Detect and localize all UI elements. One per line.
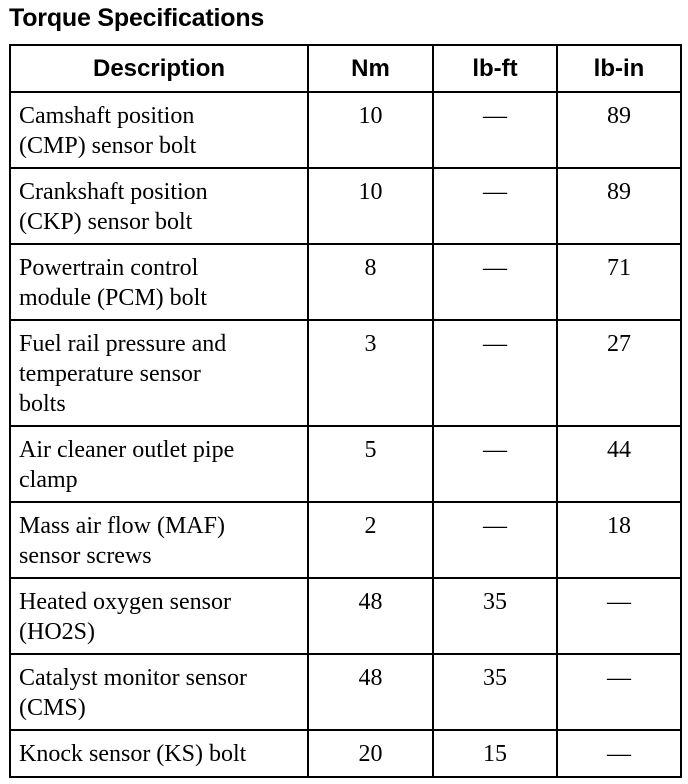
nm-cell: 48 xyxy=(308,654,433,730)
lb-in-cell: — xyxy=(557,730,681,777)
description-line: Fuel rail pressure and xyxy=(19,331,227,357)
lb-ft-cell: 15 xyxy=(433,730,557,777)
table-body xyxy=(10,92,681,777)
nm-cell: 8 xyxy=(308,244,433,320)
lb-ft-cell: — xyxy=(433,168,557,244)
header-nm: Nm xyxy=(308,45,433,92)
table-row xyxy=(10,502,681,578)
table-row xyxy=(10,320,681,426)
nm-cell: 20 xyxy=(308,730,433,777)
nm-cell: 10 xyxy=(308,168,433,244)
header-row xyxy=(10,45,681,92)
table-row xyxy=(10,168,681,244)
description-line: clamp xyxy=(19,467,78,493)
description-cell xyxy=(10,320,308,426)
description-line: Catalyst monitor sensor xyxy=(19,665,247,691)
description-line: Camshaft position xyxy=(19,103,195,129)
lb-in-cell: 89 xyxy=(557,168,681,244)
lb-ft-cell: 35 xyxy=(433,578,557,654)
table-row xyxy=(10,730,681,777)
description-line: (CMS) xyxy=(19,695,86,721)
description-line: bolts xyxy=(19,391,66,417)
description-line: Knock sensor (KS) bolt xyxy=(19,741,247,767)
description-cell xyxy=(10,244,308,320)
table-row xyxy=(10,92,681,168)
description-line: Mass air flow (MAF) xyxy=(19,513,225,539)
nm-cell: 3 xyxy=(308,320,433,426)
header-lb-in: lb-in xyxy=(557,45,681,92)
lb-ft-cell: 35 xyxy=(433,654,557,730)
description-line: Powertrain control xyxy=(19,255,199,281)
header-description: Description xyxy=(10,45,308,92)
header-lb-ft: lb-ft xyxy=(433,45,557,92)
description-line: Heated oxygen sensor xyxy=(19,589,231,615)
description-line: module (PCM) bolt xyxy=(19,285,208,311)
page-title: Torque Specifications xyxy=(9,4,265,32)
description-line: (CKP) sensor bolt xyxy=(19,209,193,235)
table-row xyxy=(10,654,681,730)
lb-in-cell: 71 xyxy=(557,244,681,320)
table-row xyxy=(10,426,681,502)
lb-ft-cell: — xyxy=(433,502,557,578)
lb-ft-cell: — xyxy=(433,244,557,320)
description-cell xyxy=(10,502,308,578)
description-line: Air cleaner outlet pipe xyxy=(19,437,235,463)
description-line: (CMP) sensor bolt xyxy=(19,133,197,159)
lb-in-cell: — xyxy=(557,654,681,730)
description-cell xyxy=(10,426,308,502)
description-line: sensor screws xyxy=(19,543,152,569)
lb-in-cell: 89 xyxy=(557,92,681,168)
lb-in-cell: 27 xyxy=(557,320,681,426)
nm-cell: 5 xyxy=(308,426,433,502)
lb-in-cell: 18 xyxy=(557,502,681,578)
nm-cell: 2 xyxy=(308,502,433,578)
description-line: (HO2S) xyxy=(19,619,95,645)
lb-ft-cell: — xyxy=(433,426,557,502)
description-line: Crankshaft position xyxy=(19,179,208,205)
nm-cell: 48 xyxy=(308,578,433,654)
table-row xyxy=(10,244,681,320)
description-cell xyxy=(10,168,308,244)
lb-ft-cell: — xyxy=(433,320,557,426)
description-cell xyxy=(10,92,308,168)
description-cell xyxy=(10,654,308,730)
description-cell xyxy=(10,578,308,654)
lb-in-cell: — xyxy=(557,578,681,654)
description-cell xyxy=(10,730,308,777)
nm-cell: 10 xyxy=(308,92,433,168)
lb-in-cell: 44 xyxy=(557,426,681,502)
table-row xyxy=(10,578,681,654)
description-line: temperature sensor xyxy=(19,361,201,387)
torque-spec-table xyxy=(9,44,682,778)
lb-ft-cell: — xyxy=(433,92,557,168)
